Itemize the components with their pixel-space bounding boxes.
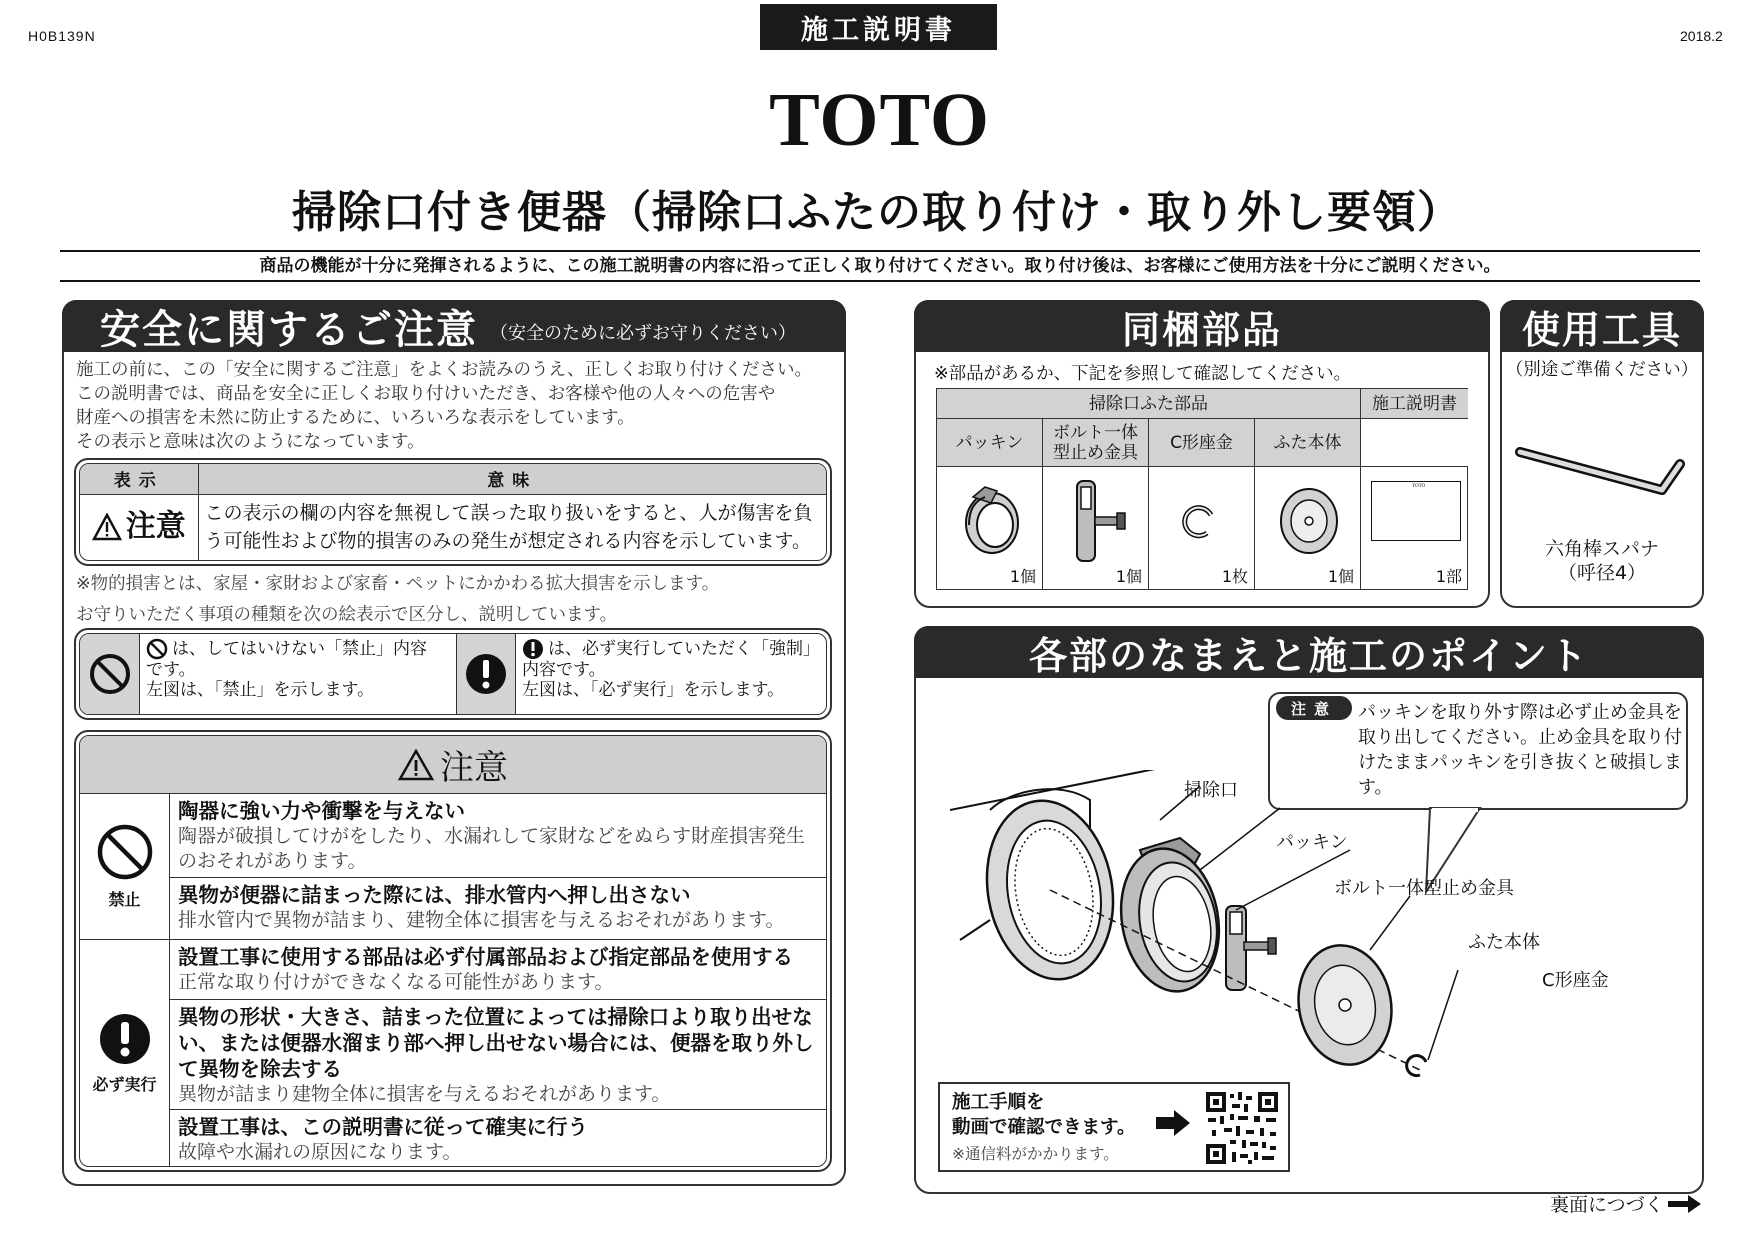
assembly-diagram <box>950 770 1470 1090</box>
part-cell-washer <box>1149 467 1255 589</box>
mandatory-text: 内容です。 <box>522 660 606 680</box>
label-cleanout: 掃除口 <box>1184 780 1238 801</box>
prohibit-icon <box>88 652 132 696</box>
safety-title: 安全に関するご注意 <box>100 306 478 353</box>
legend-col-meaning: 意味 <box>198 464 826 494</box>
parts-note: ※部品があるか、下記を参照して確認してください。 <box>934 364 1352 384</box>
caution-header <box>80 736 826 794</box>
legend-col-display: 表示 <box>80 464 198 494</box>
prohibit-icon <box>96 823 154 881</box>
part-cell-packing <box>937 467 1043 589</box>
part-qty: 1個 <box>1009 567 1036 586</box>
manual-header: 施工説明書 <box>1361 389 1468 419</box>
caution-item-heading: 異物が便器に詰まった際には、排水管内へ押し出さない <box>178 883 691 907</box>
part-cell-lid <box>1255 467 1361 589</box>
tools-subtitle: （別途ご準備ください） <box>1505 360 1699 380</box>
pictogram-legend <box>74 628 832 720</box>
manual-qty: 1部 <box>1435 567 1462 586</box>
mandatory-small-icon <box>522 638 544 660</box>
video-text-line: 施工手順を <box>952 1092 1045 1113</box>
intro-line: 施工の前に、この「安全に関するご注意」をよくお読みのうえ、正しくお取り付けください。 <box>76 360 813 380</box>
parts-group-header: 掃除口ふた部品 <box>937 389 1361 419</box>
arrow-right-icon <box>1156 1108 1192 1138</box>
brand-logo: TOTO <box>769 78 990 162</box>
caution-item <box>170 878 826 940</box>
caution-item-detail: 陶器が破損してけがをしたり、水漏れして家財などをぬらす財産損害発生のおそれがあります。 <box>178 825 806 872</box>
safety-intro <box>76 358 846 454</box>
caution-item <box>170 794 826 878</box>
title-rule-bottom <box>60 280 1700 282</box>
part-name: ふた本体 <box>1255 419 1361 467</box>
label-c-washer: C形座金 <box>1542 970 1609 991</box>
document-type-label: 施工説明書 <box>760 4 997 50</box>
mandatory-icon <box>464 652 508 696</box>
prohibit-text: は、してはいけない「禁止」内容 <box>172 639 427 659</box>
caution-item <box>170 1000 826 1110</box>
part-qty: 1個 <box>1327 567 1354 586</box>
tool-name-text: 六角棒スパナ <box>1544 538 1659 560</box>
caution-item-detail: 故障や水漏れの原因になります。 <box>178 1141 462 1163</box>
caution-item-detail: 排水管内で異物が詰まり、建物全体に損害を与えるおそれがあります。 <box>178 909 785 931</box>
legend-table <box>74 458 832 566</box>
manual-thumb-brand: TOTO <box>1412 484 1426 489</box>
tool-spec: （呼径4） <box>1557 562 1647 584</box>
part-cell-bolt <box>1043 467 1149 589</box>
caution-item-heading: 設置工事に使用する部品は必ず付属部品および指定部品を使用する <box>178 945 793 969</box>
bolt-bracket-image <box>1057 473 1137 569</box>
label-lid: ふた本体 <box>1468 932 1540 953</box>
c-washer-image <box>1177 495 1227 545</box>
video-text-line: 動画で確認できます。 <box>952 1117 1136 1138</box>
safety-subtitle: （安全のために必ずお守りください） <box>490 323 796 344</box>
caution-item-detail: 異物が詰まり建物全体に損害を与えるおそれがあります。 <box>178 1083 671 1105</box>
mandatory-label: 必ず実行 <box>92 1074 157 1094</box>
callout-tag: 注意 <box>1276 696 1352 720</box>
intro-line: この説明書では、商品を安全に正しくお取り付けいただき、お客様や他の人々への危害や <box>76 384 776 404</box>
mandatory-text: 左図は、「必ず実行」を示します。 <box>522 680 785 700</box>
tools-title: 使用工具 <box>1500 300 1704 352</box>
intro-line: その表示と意味は次のようになっています。 <box>76 432 425 452</box>
property-damage-note: ※物的損害とは、家屋・家財および家畜・ペットにかかわる拡大損害を示します。 <box>76 574 720 594</box>
video-note: ※通信料がかかります。 <box>952 1145 1119 1163</box>
parts-names-title: 各部のなまえと施工のポイント <box>914 626 1704 678</box>
document-id: H0B139N <box>28 28 96 44</box>
warning-triangle-icon <box>398 749 434 781</box>
video-text <box>952 1090 1136 1140</box>
parts-table <box>936 388 1468 590</box>
caution-table <box>74 730 832 1172</box>
legend-caution-mark: 注意 <box>125 509 186 545</box>
part-qty: 1枚 <box>1221 567 1248 586</box>
prohibit-small-icon <box>146 638 168 660</box>
document-date: 2018.2 <box>1680 28 1723 44</box>
part-name: パッキン <box>937 419 1043 467</box>
legend-meaning-text: この表示の欄の内容を無視して誤った取り扱いをすると、人が傷害を負う可能性および物的損害のみの発生が想定される内容を示しています。 <box>204 502 813 553</box>
callout-text: パッキンを取り外す際は必ず止め金具を取り出してください。止め金具を取り付けたままパッキンを引き抜くと破損します。 <box>1358 702 1682 798</box>
continue-reverse <box>1550 1190 1702 1217</box>
title-rule-top <box>60 250 1700 252</box>
manual-thumbnail <box>1371 481 1461 541</box>
install-instruction: 商品の機能が十分に発揮されるように、この施工説明書の内容に沿って正しく取り付けてください。取り付け後は、お客様にご使用方法を十分にご説明ください。 <box>259 256 1501 276</box>
caution-item <box>170 940 826 1000</box>
continue-text: 裏面につづく <box>1550 1194 1664 1216</box>
mandatory-text: は、必ず実行していただく「強制」 <box>548 639 820 659</box>
hex-key-image <box>1512 440 1692 504</box>
caution-item-heading: 陶器に強い力や衝撃を与えない <box>178 799 465 823</box>
caution-item-detail: 正常な取り付けができなくなる可能性があります。 <box>178 971 614 993</box>
prohibit-text: です。 <box>146 660 196 680</box>
qr-code[interactable] <box>1204 1090 1280 1166</box>
part-name: ボルト一体型止め金具 <box>1043 419 1149 467</box>
prohibit-label: 禁止 <box>108 890 141 909</box>
caution-item <box>170 1110 826 1166</box>
caution-item-heading: 設置工事は、この説明書に従って確実に行う <box>178 1115 588 1139</box>
part-name: C形座金 <box>1149 419 1255 467</box>
warning-triangle-icon <box>92 513 122 541</box>
pictogram-note: お守りいただく事項の種類を次の絵表示で区分し、説明しています。 <box>76 605 618 625</box>
caution-item-heading: 異物の形状・大きさ、詰まった位置によっては掃除口より取り出せない、または便器水溜まり部へ押し出せない場合には、便器を取り外して異物を除去する <box>178 1005 814 1081</box>
part-cell-manual <box>1361 467 1468 589</box>
prohibit-text: 左図は、「禁止」を示します。 <box>146 680 375 700</box>
arrow-right-icon <box>1668 1194 1702 1214</box>
packing-image <box>945 473 1035 563</box>
label-packing: パッキン <box>1276 832 1348 853</box>
caution-title: 注意 <box>440 748 508 788</box>
page-title: 掃除口付き便器（掃除口ふたの取り付け・取り外し要領） <box>292 187 1462 238</box>
part-qty: 1個 <box>1115 567 1142 586</box>
safety-header <box>62 300 846 352</box>
tool-name <box>1500 537 1704 585</box>
mandatory-icon <box>98 1012 152 1066</box>
label-bolt-bracket: ボルト一体型止め金具 <box>1334 878 1514 899</box>
intro-line: 財産への損害を未然に防止するために、いろいろな表示をしています。 <box>76 408 635 428</box>
parts-title: 同梱部品 <box>914 300 1490 352</box>
lid-image <box>1271 481 1347 561</box>
